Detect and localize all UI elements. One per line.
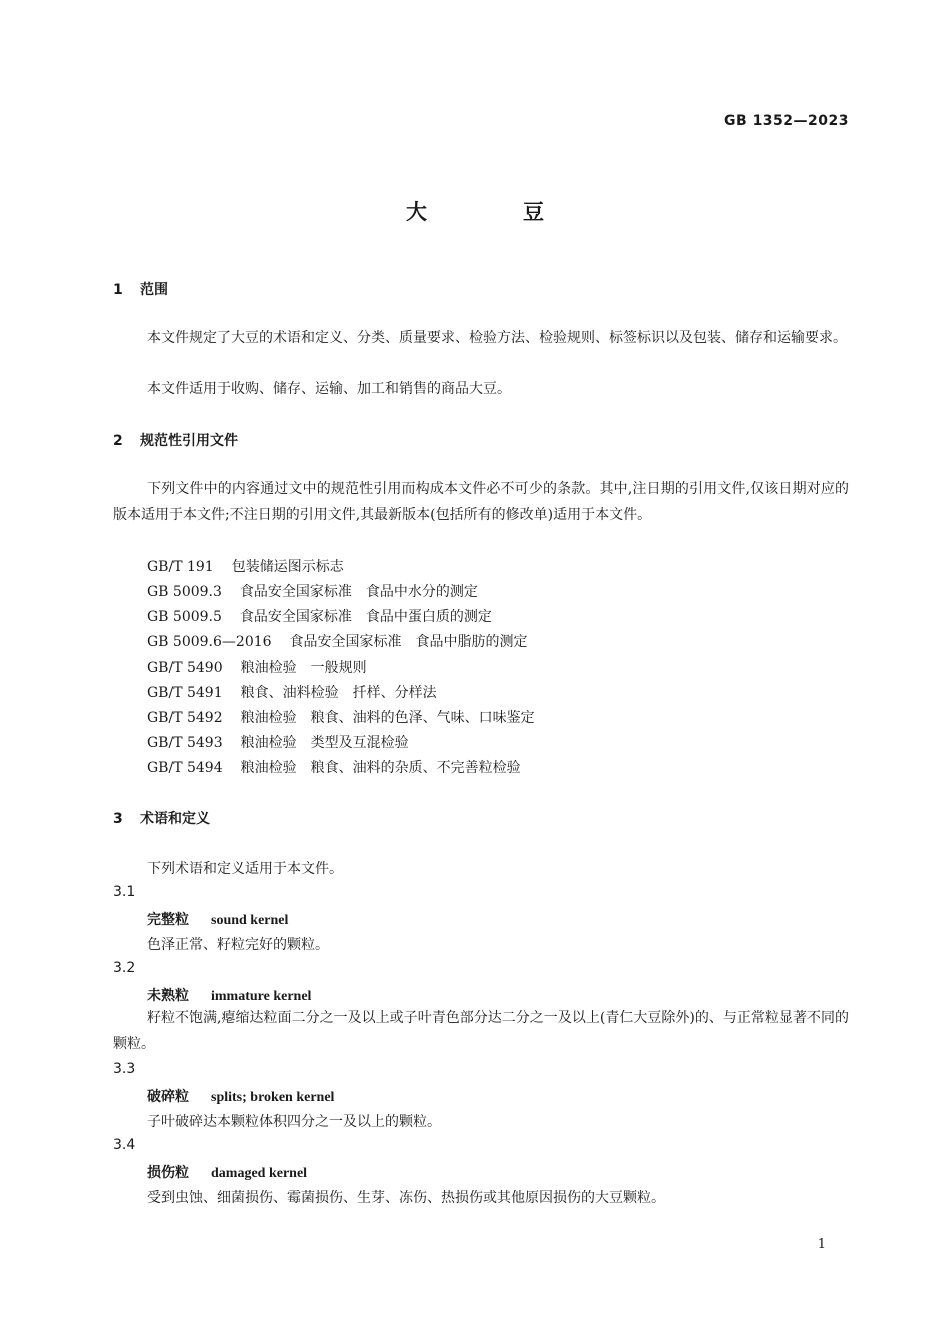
term-number: 3.4 — [113, 1137, 136, 1153]
page-number: 1 — [817, 1237, 826, 1252]
term-definition: 色泽正常、籽粒完好的颗粒。 — [147, 937, 329, 953]
reference-item — [147, 631, 528, 651]
reference-item — [147, 556, 344, 576]
reference-title: 食品安全国家标准 食品中蛋白质的测定 — [239, 609, 492, 625]
section-number: 3 — [113, 811, 123, 827]
section-title: 术语和定义 — [140, 811, 210, 827]
document-title: 大豆 — [406, 200, 640, 224]
reference-title: 粮油检验 粮食、油料的杂质、不完善粒检验 — [240, 760, 521, 776]
term-en: sound kernel — [211, 913, 289, 928]
reference-code: GB 5009.5 — [147, 609, 222, 625]
reference-code: GB/T 5492 — [147, 710, 223, 726]
reference-code: GB/T 5491 — [147, 685, 223, 701]
term-zh: 未熟粒 — [147, 988, 189, 1004]
section-2-heading — [113, 430, 238, 450]
reference-title: 粮油检验 类型及互混检验 — [240, 735, 409, 751]
reference-item — [147, 606, 492, 626]
term-zh: 完整粒 — [147, 912, 189, 928]
term-en: damaged kernel — [211, 1166, 308, 1181]
term-number: 3.2 — [113, 960, 136, 976]
reference-title: 粮油检验 粮食、油料的色泽、气味、口味鉴定 — [240, 710, 535, 726]
standard-id: GB 1352—2023 — [724, 113, 849, 129]
term-en: immature kernel — [211, 989, 312, 1004]
term-entry — [147, 1162, 307, 1182]
reference-item — [147, 757, 521, 777]
reference-code: GB/T 5490 — [147, 660, 223, 676]
section-number: 2 — [113, 433, 123, 449]
reference-code: GB/T 5494 — [147, 760, 223, 776]
section-number: 1 — [113, 282, 123, 298]
reference-item — [147, 657, 367, 677]
reference-title: 食品安全国家标准 食品中水分的测定 — [239, 584, 478, 600]
reference-item — [147, 732, 409, 752]
term-zh: 破碎粒 — [147, 1089, 189, 1105]
reference-title: 粮食、油料检验 扦样、分样法 — [240, 685, 437, 701]
section-title: 规范性引用文件 — [140, 433, 238, 449]
reference-item — [147, 707, 535, 727]
section-title: 范围 — [140, 282, 168, 298]
term-definition: 籽粒不饱满,瘪缩达粒面二分之一及以上或子叶青色部分达二分之一及以上(青仁大豆除外)的、与正常粒显著不同的颗粒。 — [113, 1010, 849, 1052]
term-entry — [147, 1086, 334, 1106]
section-2-paragraph: 下列文件中的内容通过文中的规范性引用而构成本文件必不可少的条款。其中,注日期的引用文件,仅该日期对应的版本适用于本文件;不注日期的引用文件,其最新版本(包括所有的修改单)适用于本文件。 — [113, 481, 849, 523]
section-1-heading — [113, 279, 168, 299]
reference-code: GB/T 5493 — [147, 735, 223, 751]
term-definition: 子叶破碎达本颗粒体积四分之一及以上的颗粒。 — [147, 1114, 441, 1130]
term-definition: 受到虫蚀、细菌损伤、霉菌损伤、生芽、冻伤、热损伤或其他原因损伤的大豆颗粒。 — [147, 1190, 665, 1206]
term-entry — [147, 985, 311, 1005]
section-3-intro: 下列术语和定义适用于本文件。 — [147, 861, 343, 877]
reference-item — [147, 682, 437, 702]
reference-title: 食品安全国家标准 食品中脂肪的测定 — [289, 634, 528, 650]
term-zh: 损伤粒 — [147, 1165, 189, 1181]
reference-code: GB 5009.3 — [147, 584, 222, 600]
section-3-heading — [113, 808, 210, 828]
term-number: 3.1 — [113, 884, 136, 900]
term-en: splits; broken kernel — [211, 1090, 335, 1105]
term-number: 3.3 — [113, 1061, 136, 1077]
reference-code: GB 5009.6—2016 — [147, 634, 272, 650]
reference-title: 粮油检验 一般规则 — [240, 660, 367, 676]
reference-code: GB/T 191 — [147, 559, 214, 575]
section-1-paragraph-1: 本文件规定了大豆的术语和定义、分类、质量要求、检验方法、检验规则、标签标识以及包装、储存和运输要求。 — [147, 330, 847, 346]
term-entry — [147, 909, 288, 929]
reference-title: 包装储运图示标志 — [231, 559, 344, 575]
section-1-paragraph-2: 本文件适用于收购、储存、运输、加工和销售的商品大豆。 — [147, 381, 511, 397]
reference-item — [147, 581, 478, 601]
